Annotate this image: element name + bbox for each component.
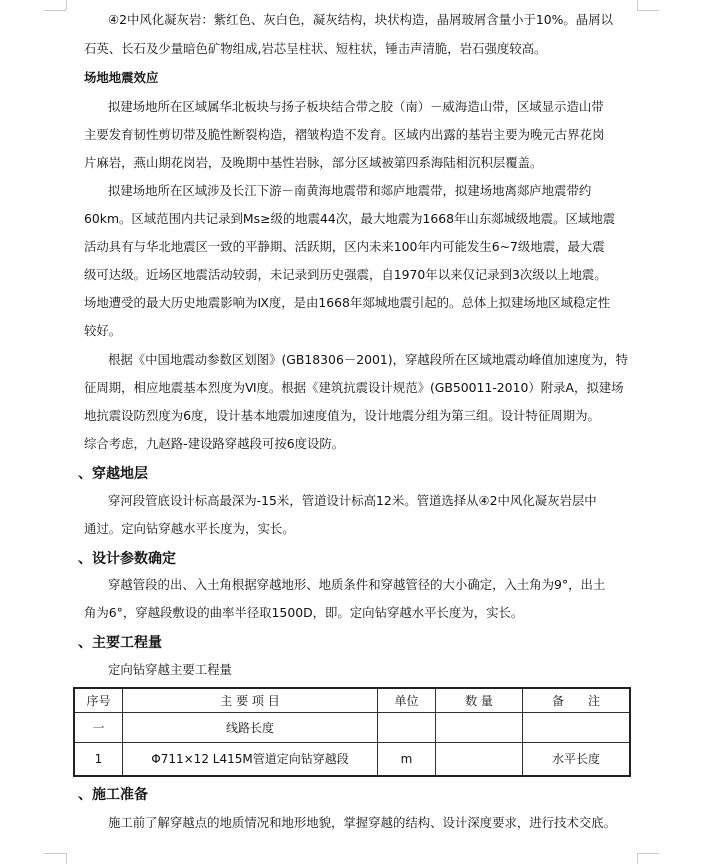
section-heading: 场地地震效应 bbox=[84, 70, 159, 85]
paragraph-line: 通过。定向钻穿越水平长度为，实长。 bbox=[84, 521, 295, 536]
crop-mark-bottom-left bbox=[44, 853, 66, 854]
paragraph-line: 根据《中国地震动参数区划图》(GB18306－2001)，穿越段所在区域地震动峰值加速度为，特 bbox=[108, 352, 629, 367]
section-heading: 、穿越地层 bbox=[78, 466, 148, 482]
paragraph-line: 征周期，相应地震基本烈度为Ⅵ度。根据《建筑抗震设计规范》(GB50011-2010）附录A，拟建场 bbox=[84, 380, 624, 395]
section-heading: 、施工准备 bbox=[78, 787, 148, 803]
table-cell: 水平长度 bbox=[523, 742, 631, 776]
section-heading: 、设计参数确定 bbox=[78, 551, 176, 567]
section-heading: 、主要工程量 bbox=[78, 635, 162, 651]
column-header: 数 量 bbox=[436, 688, 523, 712]
paragraph-line: 拟建场地所在区域属华北板块与扬子板块结合带之胶（南）－威海造山带，区域显示造山带 bbox=[108, 99, 604, 114]
paragraph-line: 角为6°，穿越段敷设的曲率半径取1500D，即。定向钻穿越水平长度为，实长。 bbox=[84, 605, 524, 620]
crop-mark-bottom-left bbox=[66, 853, 67, 864]
table-cell bbox=[378, 712, 436, 742]
paragraph-line: 石英、长石及少量暗色矿物组成,岩芯呈柱状、短柱状，锤击声清脆，岩石强度较高。 bbox=[84, 41, 547, 56]
paragraph-line: 片麻岩，燕山期花岗岩，及晚期中基性岩脉，部分区域被第四系海陆相沉积层覆盖。 bbox=[84, 155, 543, 170]
crop-mark-top-right bbox=[637, 0, 638, 10]
quantities-table bbox=[73, 687, 631, 777]
crop-mark-bottom-right bbox=[637, 853, 638, 864]
paragraph-line: ④2中风化凝灰岩：紫红色、灰白色，凝灰结构，块状构造，晶屑玻屑含量小于10%。晶屑以 bbox=[108, 12, 613, 27]
table-header-row bbox=[74, 688, 630, 712]
column-header: 主 要 项 目 bbox=[123, 688, 378, 712]
table-cell: 线路长度 bbox=[123, 712, 378, 742]
table-caption: 定向钻穿越主要工程量 bbox=[108, 662, 232, 677]
table-cell: m bbox=[378, 742, 436, 776]
crop-mark-bottom-right bbox=[637, 853, 659, 854]
crop-mark-top-left bbox=[44, 10, 66, 11]
column-header: 备 注 bbox=[523, 688, 631, 712]
table-cell bbox=[436, 712, 523, 742]
paragraph-line: 穿河段管底设计标高最深为-15米，管道设计标高12米。管道选择从④2中风化凝灰岩层中 bbox=[108, 493, 597, 508]
paragraph-line: 拟建场地所在区域涉及长江下游－南黄海地震带和郯庐地震带，拟建场地离郯庐地震带约 bbox=[108, 183, 592, 198]
paragraph-line: 综合考虑，九赵路-建设路穿越段可按6度设防。 bbox=[84, 436, 345, 451]
paragraph-line: 施工前了解穿越点的地质情况和地形地貌，掌握穿越的结构、设计深度要求，进行技术交底。 bbox=[108, 815, 617, 830]
paragraph-line: 主要发育韧性剪切带及脆性断裂构造，褶皱构造不发育。区域内出露的基岩主要为晚元古界花岗 bbox=[84, 127, 605, 142]
table-cell bbox=[436, 742, 523, 776]
paragraph-line: 60km。区域范围内共记录到Ms≥级的地震44次，最大地震为1668年山东郯城级地震。区域地震 bbox=[84, 211, 616, 226]
table-row bbox=[74, 742, 630, 776]
table-cell: 1 bbox=[74, 742, 123, 776]
column-header: 单位 bbox=[378, 688, 436, 712]
table-cell bbox=[523, 712, 631, 742]
paragraph-line: 穿越管段的出、入土角根据穿越地形、地质条件和穿越管径的大小确定，入土角为9°，出土 bbox=[108, 577, 606, 592]
crop-mark-top-right bbox=[637, 10, 659, 11]
paragraph-line: 级可达级。近场区地震活动较弱，未记录到历史强震，自1970年以来仅记录到3次级以上地震。 bbox=[84, 267, 607, 282]
crop-mark-top-left bbox=[66, 0, 67, 10]
paragraph-line: 较好。 bbox=[84, 323, 122, 338]
paragraph-line: 活动具有与华北地震区一致的平静期、活跃期，区内未来100年内可能发生6~7级地震，最大震 bbox=[84, 239, 605, 254]
table-row bbox=[74, 712, 630, 742]
paragraph-line: 地抗震设防烈度为6度，设计基本地震加速度值为，设计地震分组为第三组。设计特征周期为。 bbox=[84, 408, 600, 423]
column-header: 序号 bbox=[74, 688, 123, 712]
table-cell: Φ711×12 L415M管道定向钻穿越段 bbox=[123, 742, 378, 776]
table-cell: 一 bbox=[74, 712, 123, 742]
paragraph-line: 场地遭受的最大历史地震影响为Ⅸ度，是由1668年郯城地震引起的。总体上拟建场地区域稳定性 bbox=[84, 295, 611, 310]
